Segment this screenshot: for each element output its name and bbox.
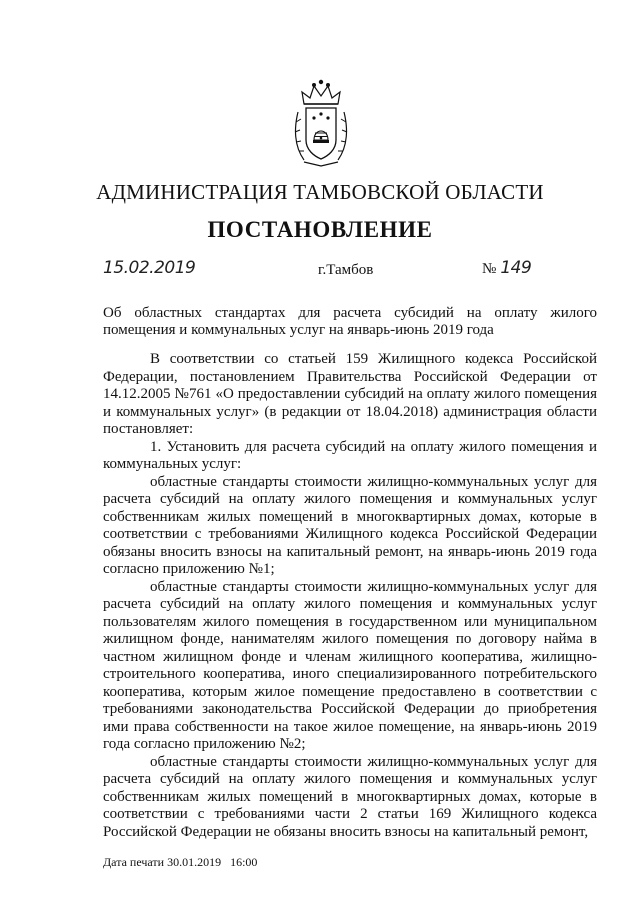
organization-title: АДМИНИСТРАЦИЯ ТАМБОВСКОЙ ОБЛАСТИ <box>96 180 544 204</box>
document-number <box>482 258 531 278</box>
body-paragraph: 1. Установить для расчета субсидий на оплату жилого помещения и коммунальных услуг: <box>103 438 597 472</box>
body-paragraph: областные стандарты стоимости жилищно-коммунальных услуг для расчета субсидий на оплату жилого помещения и коммунальных услуг собственникам жилых помещений в многоквартирных домах, которые в соответствии с требованиями части 2 статьи 169 Жилищного кодекса Российской Федерации не обязаны вносить взносы на капитальный ремонт, <box>103 753 597 840</box>
document-body <box>103 351 597 841</box>
coat-of-arms-emblem <box>292 78 350 170</box>
body-paragraph: В соответствии со статьей 159 Жилищного кодекса Российской Федерации, постановлением Правительства Российской Федерации от 14.12.2005 №761 «О предоставлении субсидий на оплату жилого помещения и коммунальных услуг» (в редакции от 18.04.2018) администрация области постановляет: <box>103 351 597 437</box>
body-paragraph: областные стандарты стоимости жилищно-коммунальных услуг для расчета субсидий на оплату жилого помещения и коммунальных услуг собственникам жилых помещений в многоквартирных домах, которые в соответствии с требованиями Жилищного кодекса Российской Федерации обязаны вносить взносы на капитальный ремонт, на январь-июнь 2019 года согласно приложению №1; <box>103 473 597 577</box>
document-subject: Об областных стандартах для расчета субсидий на оплату жилого помещения и коммунальных услуг на январь-июнь 2019 года <box>103 305 597 338</box>
document-type-heading: ПОСТАНОВЛЕНИЕ <box>207 217 433 242</box>
document-number-label: № <box>482 261 497 277</box>
document-date: 15.02.2019 <box>103 258 196 278</box>
document-city: г.Тамбов <box>318 262 374 278</box>
print-date-footer: Дата печати 30.01.2019 16:00 <box>103 855 258 869</box>
body-paragraph: областные стандарты стоимости жилищно-коммунальных услуг для расчета субсидий на оплату жилого помещения и коммунальных услуг пользователям жилого помещения в государственном или муниципальном жилищном фонде, нанимателям жилого помещения по договору найма в частном жилищном фонде и членам жилищного кооператива, жилищно-строительного кооператива, иного специализированного потребительского кооператива, которым жилое помещение предоставлено в соответствии с требованиями законодательства Российской Федерации до приобретения ими права собственности на такое жилое помещение, на январь-июнь 2019 года согласно приложению №2; <box>103 578 597 752</box>
document-number-value: 149 <box>500 258 532 278</box>
